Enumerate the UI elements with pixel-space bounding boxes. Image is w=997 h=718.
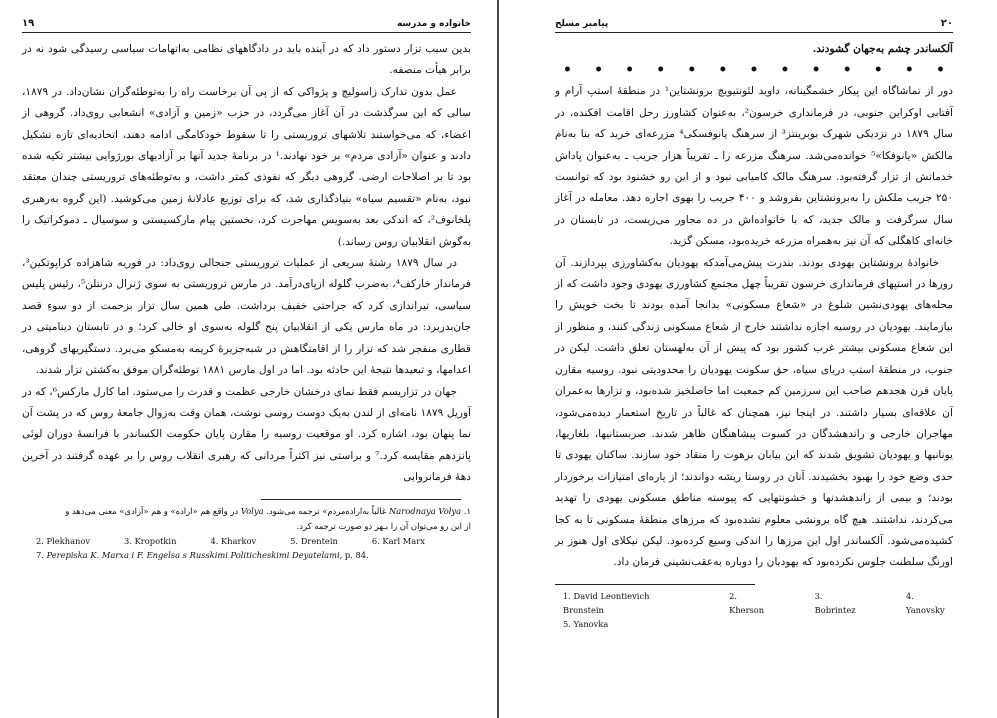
paragraph: خانوادهٔ برونشتاین یهودی بودند. بندرت پیش‌می‌آمدکه یهودیان به‌کشاورزی بپردازند. آن روزها در استپهای فرمانداری خرسون تقریباً چهل مجتمع کشاورزی یهودی وجود داشت که از محله‌های یهودی‌نشین شلوغ در «شعاع مسکونی» بدانجا آمده بودند تا بخت خویش را بیازمایند. یهودیان در روسیه اجازه نداشتند خارج از شعاع مسکونی زندگی کنند، و منظور از این شعاع مسکونی بیشتر غرب کشور بود که پیش از آن به‌لهستان تعلق داشت. لیکن در جنوب، در منطقهٔ استپ دریای سیاه، حق سکونت یهودیان را محدودیتی نبود. روسیه مقارن پایان قرن هجدهم صاحب این سرزمین کم جمعیت اما حاصلخیز شده‌بود، و تزارها به‌عمران آن علاقه‌ای بسیار داشتند. در اینجا نیز، همچنان که غالباً در تاریخ استعمار دیده‌می‌شود، مهاجران خارجی و راندهشدگان در کسوت پیشاهنگان ظاهر شدند. صربستانیها، بلغاریها، یونانیها و یهودیان تشویق شدند که این بیابان برهوت را منقاد خود سازند. ساکنان یهودی تا حدی وضع خود را بهبود بخشیدند. آنان در روستا ریشه دواندند؛ از پاره‌ای امتیازات برخوردار بودند؛ و بیمی از راندهشدنها و خشونتهایی که پیوسته مناطق مسکونی یهودی را تهدید می‌کردند، نداشتند. هیچ گاه برونشی معلوم نشده‌بود که مرزهای منطقهٔ مسکونی تا به کجا کشیده‌می‌شود. آلکساندر اول این مرزها را اندکی وسیع کرده‌بود. لیکن نیکلای اول هنوز بر اورنگ سلطنت جلوس نکرده‌بود که یهودیان را دوباره به‌عقب‌نشینی فرمان داد. xyxy=(555,256,953,569)
right-page-header xyxy=(555,18,953,33)
footnote-row xyxy=(555,589,953,617)
footnote-text: از این رو می‌توان آن را بـهر دو صورت ترجمه کرد. xyxy=(296,520,471,531)
footnote-item: 6. Karl Marx xyxy=(371,535,425,546)
paragraph: بدین سبب تزار دستور داد که در آینده باید در دادگاههای نظامی به‌اتهامات سیاسی رسیدگی شود نه در برابر هیأت منصفه. xyxy=(22,43,471,77)
footnote-divider xyxy=(555,584,755,585)
footnote-item: 2. Plekhanov xyxy=(36,535,91,546)
left-page-body xyxy=(22,39,471,489)
paragraph: جهان در تزاریسم فقط نمای درخشان خارجی عظمت و قدرت را می‌ستود. اما کارل مارکس⁶، که در آوریل ۱۸۷۹ نامه‌ای از لندن به‌یک دوست روسی نوشت، همان وقت به‌زوال جامعهٔ روس که در پشت آن نما پنهان بود، اشاره کرد. او موقعیت روسیه را مقارن پایان حکومت الکساندر با فرانسهٔ دوران لوئی پانزدهم مقایسه کرد.⁷ و براستی نیز اکثراً مردانی که رهبری انقلاب روس را بر عهده گرفتند در آخرین دههٔ فرمانروایی xyxy=(22,385,472,484)
footnote-1 xyxy=(22,504,471,534)
footnote-item: 3. Kropotkin xyxy=(124,535,177,546)
page-number: ۲۰ xyxy=(940,18,953,29)
footnotes-latin xyxy=(22,534,471,562)
left-page xyxy=(0,0,497,718)
footnote-item: 2. Kherson xyxy=(729,590,765,615)
footnote-item: 3. Bobrintez xyxy=(814,590,856,615)
footnote-item: 1. David Leontievich Bronstein xyxy=(563,590,650,615)
footnote-marker: ۱. xyxy=(463,505,471,516)
section-break-dots: • • • • • • • • • • • • • xyxy=(563,62,945,79)
paragraph: دور از تماشاگاه این پیکار خشمگینانه، داوید لئونتیویچ برونشتاین¹ در منطقهٔ استپ آرام و آفتابی اوکراین جنوبی، در فرمانداری خرسون²، به‌عنوان کشاورز رحل اقامت افکنده، در سال ۱۸۷۹ در نزدیکی شهرک بوبرینتز³ از سرهنگ یانوفسکی⁴ مزرعه‌ای خرید که بنا به‌نام مالکش «یانوفکا»⁵ خوانده‌می‌شد. سرهنگ مزرعه را ـ تقریباً هزار جریب ـ به‌عنوان پاداش خدماتش از تزار گرفته‌بود. سرهنگ مالک کامیابی نبود و از این رو خشنود بود که توانست ۲۵۰ جریب ملکش را به‌برونشتاین بفروشد و ۴۰۰ جریب را بهوی اجاره دهد. معامله در آغاز سال سرگرفت و مالک جدید، که با خانواده‌اش در ده مجاور می‌زیست، در تابستان در خانه‌ای کاهگلی که آن نیز به‌همراه مزرعه خریده‌بود، مسکن گزید. xyxy=(555,85,954,248)
page-number: ۱۹ xyxy=(22,18,35,29)
footnote-text: در واقع هم «اراده» و هم «آزادی» معنی می‌دهد و xyxy=(65,505,239,516)
footnote-page: p. 84. xyxy=(344,549,369,560)
footnote-item: 5. Drentein xyxy=(290,535,338,546)
running-title: خانواده و مدرسه xyxy=(396,19,471,29)
book-gutter xyxy=(497,0,499,718)
left-page-header xyxy=(22,18,471,33)
footnote-row xyxy=(22,534,471,548)
footnote-item: 4. Kharkov xyxy=(210,535,257,546)
footnotes-latin xyxy=(555,589,953,631)
footnote-term: Narodnaya Volya xyxy=(388,505,462,516)
footnote-divider xyxy=(261,499,461,500)
footnote-title: Perepiska K. Marxa i F. Engelsa s Russkimi Politicheskimi Deyatelami, xyxy=(46,549,343,560)
running-title: پیامبر مسلح xyxy=(555,19,609,29)
opening-line: آلکساندر چشم به‌جهان گشودند. xyxy=(812,43,953,55)
footnote-item: 4. Yanovsky xyxy=(905,590,945,615)
footnote-term: Volya xyxy=(240,505,264,516)
paragraph: عمل بدون تدارک زاسولیچ و پژواکی که از پی آن برخاست راه را به‌توطئه‌گران نشان‌داد. در ۱۸۷۹، سالی که این سرگذشت در آن آغاز می‌گردد، در حزب «زمین و آزادی» انشعابی روی‌داد. گروهی از اعضاء، که می‌خواستند تلاشهای تروریستی را تا سقوط خودکامگی ادامه دهند، اتحادیه‌ای تازه تشکیل دادند و عنوان «آزادی مردم» بر خود نهادند.¹ در برنامهٔ جدید آنها بر آزادیهای بورژوایی بیشتر تکیه شده بود تا بر اصلاحات ارضی. گروهی دیگر که نفوذی کمتر داشت، و به‌توطئه‌های تروریستی چندان معتقد نبود، به‌نام «تقسیم سیاه» بنیادگذاری شد، که برای توزیع عادلانهٔ زمین می‌کوشید. (این گروه به‌رهبری پلخانوف²، که اندکی بعد به‌سویس مهاجرت کرد، نخستین پیام مارکسیستی و سوسیال ـ دموکراتیک را به‌گوش انقلابیان روس رساند.) xyxy=(22,85,472,248)
footnote-text: غالباً به‌اراده‌مردم» ترجمه می‌شود. xyxy=(266,505,387,516)
right-page xyxy=(500,0,997,718)
footnote-item: 5. Yanovka xyxy=(563,618,609,629)
right-page-body xyxy=(555,39,953,574)
paragraph: در سال ۱۸۷۹ رشتهٔ سریعی از عملیات تروریستی جنجالی روی‌داد: در فوریه شاهزاده کراپوتکین³، فرماندار خارکف⁴، به‌ضرب گلوله ازپای‌درآمد. در مارس تروریستی به سوی ژنرال درنتلن⁵، رئیس پلیس سیاسی، تیراندازی کرد که جراحتی خفیف برداشت. طی همین سال تزار بزحمت از دو سوءِ قصد جان‌بدربرد: در ماه مارس یکی از انقلابیان پنج گلوله به‌سوی او خالی کرد؛ و در تابستان دینامیتی در قطاری منفجر شد که تزار را از اقامتگاهش در شبه‌جزیرهٔ کریمه به‌مسکو می‌برد. دستگیریهای گروهی، اعدامها، و تبعیدها نتیجهٔ این حادثه بود. اما در اول مارس ۱۸۸۱ توطئه‌گران موفق به‌کشتن تزار شدند. xyxy=(22,257,472,377)
footnote-7 xyxy=(22,548,471,562)
footnote-marker: 7. xyxy=(36,549,44,560)
